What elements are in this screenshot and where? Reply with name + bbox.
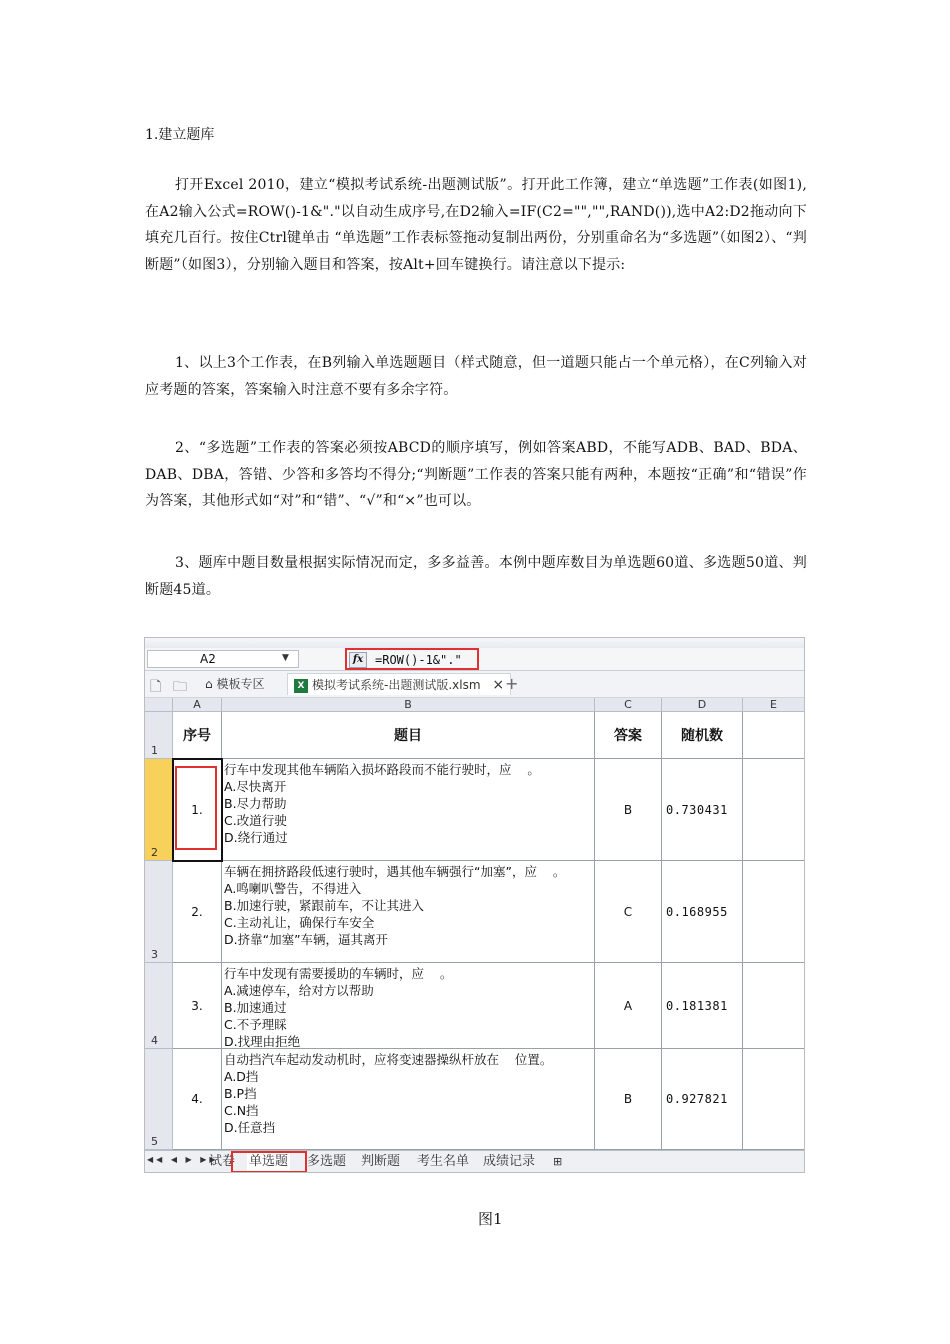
row-header[interactable]: 2 bbox=[145, 759, 173, 861]
formula-bar bbox=[145, 648, 804, 671]
formula-input[interactable]: =ROW()-1&"." bbox=[375, 653, 462, 667]
workbook-tab-bar bbox=[145, 671, 804, 698]
sheet-tab-multi-choice[interactable]: 多选题 bbox=[307, 1154, 347, 1169]
empty-cell[interactable] bbox=[743, 759, 805, 861]
sheet-tab-highlight-box bbox=[231, 1151, 307, 1173]
question-cell[interactable]: 车辆在拥挤路段低速行驶时，遇其他车辆强行“加塞”，应 。 A.鸣喇叭警告，不得进入 B.加速行驶，紧跟前车，不让其进入 C.主动礼让，确保行车安全 D.挤靠“加塞”车辆，逼其离开 bbox=[222, 861, 595, 963]
chevron-down-icon[interactable]: ▼ bbox=[282, 653, 289, 663]
header-cell[interactable]: 题目 bbox=[222, 712, 595, 759]
question-cell[interactable]: 行车中发现有需要援助的车辆时，应 。 A.减速停车，给对方以帮助 B.加速通过 C.不予理睬 D.找理由拒绝 bbox=[222, 963, 595, 1049]
paragraph-tip-2: 2、“多选题”工作表的答案必须按ABCD的顺序填写，例如答案ABD，不能写ADB、BAD、BDA、DAB、DBA，答错、少答和多答均不得分;“判断题”工作表的答案只能有两种，本题按“正确”和“错误”作为答案，其他形式如“对”和“错”、“√”和“×”也可以。 bbox=[145, 440, 807, 509]
formula-highlight-box bbox=[345, 648, 479, 670]
excel-screenshot bbox=[144, 637, 805, 1173]
column-header-c[interactable]: C bbox=[595, 698, 662, 712]
header-cell[interactable]: 随机数 bbox=[662, 712, 743, 759]
new-file-icon[interactable]: 🗋 bbox=[150, 679, 162, 695]
question-cell[interactable]: 自动挡汽车起动发动机时，应将变速器操纵杆放在 位置。 A.D挡 B.P挡 C.N挡 D.任意挡 bbox=[222, 1049, 595, 1150]
name-box[interactable] bbox=[147, 650, 299, 668]
column-header-e[interactable]: E bbox=[743, 698, 805, 712]
spreadsheet-grid bbox=[145, 698, 805, 1150]
sheet-tab-scores[interactable]: 成绩记录 bbox=[483, 1154, 536, 1169]
paragraph-tip-3: 3、题库中题目数量根据实际情况而定，多多益善。本例中题库数目为单选题60道、多选题50道、判断题45道。 bbox=[145, 555, 807, 598]
column-header-a[interactable]: A bbox=[173, 698, 222, 712]
seq-cell[interactable]: 1. bbox=[173, 759, 222, 861]
add-tab-icon[interactable]: + bbox=[505, 674, 519, 693]
header-cell[interactable]: 答案 bbox=[595, 712, 662, 759]
function-icon[interactable]: fx bbox=[349, 652, 367, 668]
select-all-corner[interactable] bbox=[145, 698, 173, 712]
row-header[interactable]: 1 bbox=[145, 712, 173, 759]
home-icon: ⌂ bbox=[205, 677, 213, 691]
answer-cell[interactable]: A bbox=[595, 963, 662, 1049]
row-header[interactable]: 3 bbox=[145, 861, 173, 963]
column-header-d[interactable]: D bbox=[662, 698, 743, 712]
name-box-value: A2 bbox=[200, 652, 216, 666]
excel-icon: X bbox=[294, 679, 308, 693]
tab-template-zone[interactable]: ⌂ 模板专区 bbox=[205, 677, 265, 691]
empty-cell[interactable] bbox=[743, 1049, 805, 1150]
folder-icon[interactable]: 🗀 bbox=[173, 679, 187, 695]
random-cell[interactable]: 0.927821 bbox=[662, 1049, 743, 1150]
sheet-tab-candidates[interactable]: 考生名单 bbox=[417, 1154, 470, 1169]
figure-caption: 图1 bbox=[478, 1210, 503, 1228]
sheet-tab-exam[interactable]: 试卷 bbox=[209, 1154, 236, 1169]
paragraph-intro: 打开Excel 2010，建立“模拟考试系统-出题测试版”。打开此工作簿，建立“单选题”工作表(如图1),在A2输入公式=ROW()-1&"."以自动生成序号,在D2输入=IF(C2="","",RAND()),选中A2:D2拖动向下填充几百行。按住Ctrl键单击 “单选题”工作表标签拖动复制出两份，分别重命名为“多选题”（如图2）、“判断题”（如图3），分别输入题目和答案，按Alt+回车键换行。请注意以下提示: bbox=[145, 177, 807, 273]
header-cell[interactable]: 序号 bbox=[173, 712, 222, 759]
answer-cell[interactable]: B bbox=[595, 759, 662, 861]
seq-cell[interactable]: 4. bbox=[173, 1049, 222, 1150]
seq-cell[interactable]: 3. bbox=[173, 963, 222, 1049]
insert-sheet-icon[interactable]: ⊞ bbox=[553, 1155, 563, 1168]
section-heading: 1.建立题库 bbox=[145, 127, 215, 143]
answer-cell[interactable]: C bbox=[595, 861, 662, 963]
random-cell[interactable]: 0.168955 bbox=[662, 861, 743, 963]
tab-workbook[interactable]: X 模拟考试系统-出题测试版.xlsm × bbox=[287, 673, 511, 695]
sheet-tab-bar bbox=[145, 1150, 804, 1173]
answer-cell[interactable]: B bbox=[595, 1049, 662, 1150]
column-header-b[interactable]: B bbox=[222, 698, 595, 712]
sheet-tab-single-choice[interactable]: 单选题 bbox=[249, 1154, 289, 1169]
row-header[interactable]: 5 bbox=[145, 1049, 173, 1150]
seq-cell[interactable]: 2. bbox=[173, 861, 222, 963]
empty-cell[interactable] bbox=[743, 712, 805, 759]
sheet-tab-true-false[interactable]: 判断题 bbox=[361, 1154, 401, 1169]
close-icon[interactable]: × bbox=[492, 677, 505, 693]
question-cell[interactable]: 行车中发现其他车辆陷入损坏路段而不能行驶时，应 。 A.尽快离开 B.尽力帮助 C.改道行驶 D.绕行通过 bbox=[222, 759, 595, 861]
row-header[interactable]: 4 bbox=[145, 963, 173, 1049]
empty-cell[interactable] bbox=[743, 861, 805, 963]
empty-cell[interactable] bbox=[743, 963, 805, 1049]
paragraph-tip-1: 1、以上3个工作表，在B列输入单选题题目（样式随意，但一道题只能占一个单元格），在C列输入对应考题的答案，答案输入时注意不要有多余字符。 bbox=[145, 355, 807, 398]
sheet-nav-arrows[interactable]: ◀◀ ◀ ▶ ▶▶ bbox=[147, 1155, 219, 1164]
seq-highlight-box bbox=[175, 766, 217, 850]
random-cell[interactable]: 0.730431 bbox=[662, 759, 743, 861]
random-cell[interactable]: 0.181381 bbox=[662, 963, 743, 1049]
